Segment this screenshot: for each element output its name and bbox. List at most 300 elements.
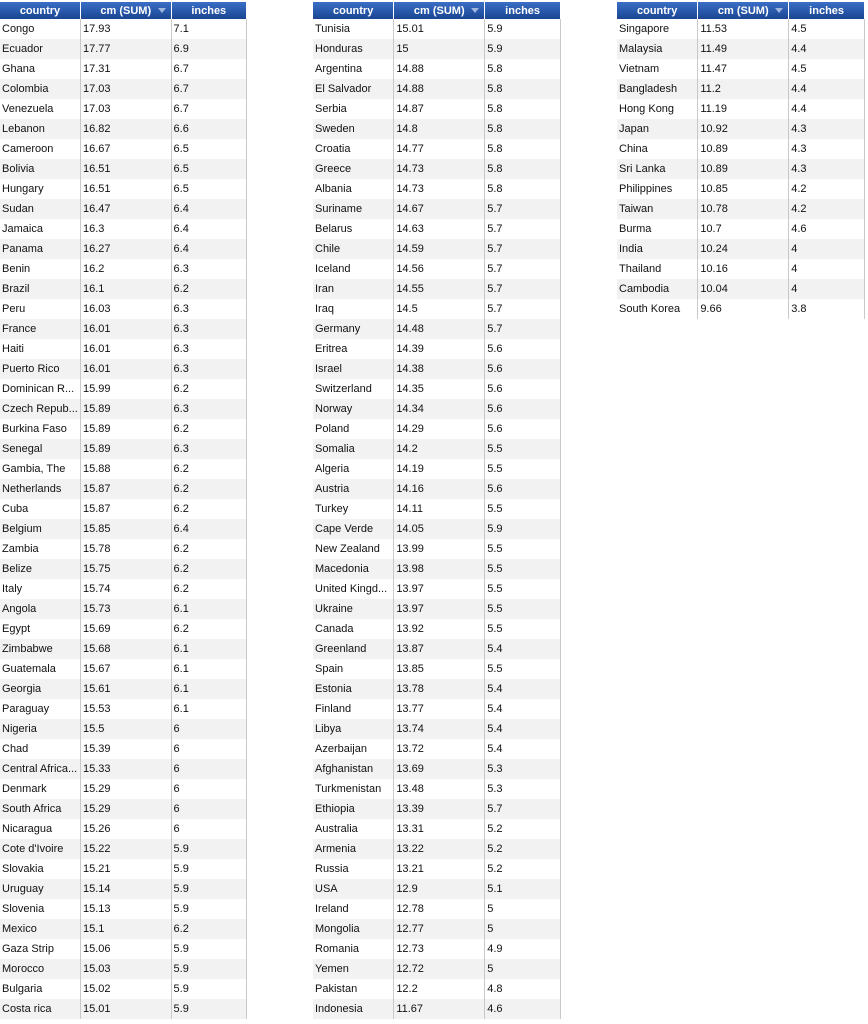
cm-sum-cell: 17.77 [80, 39, 171, 59]
table-row [617, 239, 865, 259]
inches-cell: 3.8 [789, 299, 865, 319]
country-cell: Sudan [0, 199, 80, 219]
inches-cell: 6.2 [171, 419, 246, 439]
table-row [313, 19, 561, 39]
cm-sum-column-header[interactable]: cm (SUM) [80, 2, 171, 19]
inches-cell: 6.3 [171, 359, 246, 379]
country-cell: Brazil [0, 279, 80, 299]
country-cell: Malaysia [617, 39, 698, 59]
country-cell: Italy [0, 579, 80, 599]
country-cell: Denmark [0, 779, 80, 799]
inches-cell: 5.9 [485, 39, 561, 59]
cm-sum-cell: 14.29 [394, 419, 485, 439]
table-row [313, 379, 561, 399]
inches-cell: 6.7 [171, 79, 246, 99]
inches-cell: 5.7 [485, 259, 561, 279]
cm-sum-cell: 16.3 [80, 219, 171, 239]
cm-sum-cell: 13.72 [394, 739, 485, 759]
table-row [313, 479, 561, 499]
table-row [0, 139, 247, 159]
country-cell: Iceland [313, 259, 394, 279]
cm-sum-cell: 11.2 [698, 79, 789, 99]
cm-sum-cell: 12.2 [394, 979, 485, 999]
inches-cell: 6.3 [171, 439, 246, 459]
inches-cell: 4.2 [789, 179, 865, 199]
inches-cell: 6 [171, 799, 246, 819]
country-cell: Greece [313, 159, 394, 179]
country-cell: Gambia, The [0, 459, 80, 479]
country-cell: Congo [0, 19, 80, 39]
inches-cell: 4.3 [789, 139, 865, 159]
country-cell: Burkina Faso [0, 419, 80, 439]
inches-cell: 5.3 [485, 779, 561, 799]
inches-cell: 6.3 [171, 319, 246, 339]
inches-cell: 4 [789, 239, 865, 259]
cm-sum-cell: 17.31 [80, 59, 171, 79]
inches-cell: 5.6 [485, 399, 561, 419]
table-row [313, 819, 561, 839]
cm-sum-cell: 15.89 [80, 439, 171, 459]
cm-sum-cell: 13.97 [394, 599, 485, 619]
country-cell: Belgium [0, 519, 80, 539]
table-row [0, 539, 247, 559]
country-cell: Georgia [0, 679, 80, 699]
table-row [0, 439, 247, 459]
inches-cell: 6.2 [171, 579, 246, 599]
table-row [0, 819, 247, 839]
country-cell: Senegal [0, 439, 80, 459]
country-cell: Dominican R... [0, 379, 80, 399]
table-row [0, 119, 247, 139]
country-cell: Taiwan [617, 199, 698, 219]
table-row [0, 799, 247, 819]
sort-desc-icon[interactable] [158, 8, 166, 13]
country-cell: Ethiopia [313, 799, 394, 819]
cm-sum-cell: 15.87 [80, 479, 171, 499]
table-row [313, 699, 561, 719]
table-row [0, 579, 247, 599]
country-cell: Australia [313, 819, 394, 839]
country-cell: Hong Kong [617, 99, 698, 119]
cm-sum-column-header[interactable]: cm (SUM) [698, 2, 789, 19]
country-cell: Vietnam [617, 59, 698, 79]
table-row [0, 719, 247, 739]
cm-sum-cell: 15.88 [80, 459, 171, 479]
country-cell: South Korea [617, 299, 698, 319]
country-cell: Switzerland [313, 379, 394, 399]
country-cell: Zimbabwe [0, 639, 80, 659]
inches-cell: 5.8 [485, 179, 561, 199]
cm-sum-cell: 15.29 [80, 779, 171, 799]
cm-sum-cell: 10.78 [698, 199, 789, 219]
cm-sum-cell: 16.51 [80, 179, 171, 199]
country-cell: Libya [313, 719, 394, 739]
inches-cell: 6.3 [171, 299, 246, 319]
cm-sum-cell: 10.24 [698, 239, 789, 259]
cm-sum-cell: 13.39 [394, 799, 485, 819]
country-cell: Ecuador [0, 39, 80, 59]
inches-cell: 5 [485, 919, 561, 939]
cm-sum-cell: 13.99 [394, 539, 485, 559]
inches-cell: 5.6 [485, 479, 561, 499]
table-row [313, 559, 561, 579]
table-row [0, 339, 247, 359]
cm-sum-cell: 16.51 [80, 159, 171, 179]
cm-sum-cell: 15.74 [80, 579, 171, 599]
cm-sum-cell: 13.22 [394, 839, 485, 859]
inches-cell: 6.1 [171, 639, 246, 659]
table-row [313, 219, 561, 239]
inches-cell: 5.9 [171, 879, 246, 899]
cm-sum-cell: 11.49 [698, 39, 789, 59]
inches-cell: 6.2 [171, 559, 246, 579]
inches-cell: 6.1 [171, 679, 246, 699]
country-cell: Egypt [0, 619, 80, 639]
table-row [617, 39, 865, 59]
table-row [313, 139, 561, 159]
inches-cell: 5.5 [485, 559, 561, 579]
table-row [0, 179, 247, 199]
country-cell: Azerbaijan [313, 739, 394, 759]
table-row [0, 939, 247, 959]
cm-sum-cell: 14.73 [394, 159, 485, 179]
country-cell: Czech Repub... [0, 399, 80, 419]
table-row [0, 639, 247, 659]
table-row [313, 799, 561, 819]
country-cell: Cape Verde [313, 519, 394, 539]
country-cell: Algeria [313, 459, 394, 479]
inches-cell: 5.5 [485, 599, 561, 619]
cm-sum-cell: 13.21 [394, 859, 485, 879]
table-row [313, 439, 561, 459]
table-row [0, 359, 247, 379]
country-cell: Nigeria [0, 719, 80, 739]
inches-cell: 6.3 [171, 339, 246, 359]
inches-cell: 4.8 [485, 979, 561, 999]
table-row [313, 719, 561, 739]
country-cell: Guatemala [0, 659, 80, 679]
inches-cell: 5.5 [485, 579, 561, 599]
country-cell: United Kingd... [313, 579, 394, 599]
inches-cell: 5.3 [485, 759, 561, 779]
country-cell: Burma [617, 219, 698, 239]
inches-column-header[interactable]: inches [171, 2, 246, 19]
inches-cell: 6.2 [171, 379, 246, 399]
inches-cell: 5.2 [485, 839, 561, 859]
country-cell: Angola [0, 599, 80, 619]
table-row [0, 779, 247, 799]
sort-desc-icon[interactable] [471, 8, 479, 13]
cm-sum-cell: 15.26 [80, 819, 171, 839]
inches-cell: 5.4 [485, 739, 561, 759]
inches-cell: 5.9 [485, 519, 561, 539]
cm-sum-cell: 10.89 [698, 139, 789, 159]
cm-sum-cell: 14.63 [394, 219, 485, 239]
country-cell: Macedonia [313, 559, 394, 579]
table-row [0, 519, 247, 539]
cm-sum-cell: 15.01 [394, 19, 485, 39]
table-row [0, 879, 247, 899]
country-cell: Romania [313, 939, 394, 959]
country-cell: Croatia [313, 139, 394, 159]
table-row [617, 19, 865, 39]
table-row [313, 99, 561, 119]
table-row [0, 19, 247, 39]
table-row [0, 419, 247, 439]
inches-column-header[interactable]: inches [485, 2, 561, 19]
table-row [0, 319, 247, 339]
inches-cell: 6.4 [171, 199, 246, 219]
cm-sum-cell: 15.68 [80, 639, 171, 659]
country-cell: Greenland [313, 639, 394, 659]
cm-sum-cell: 17.03 [80, 79, 171, 99]
country-cell: Paraguay [0, 699, 80, 719]
cm-sum-cell: 11.53 [698, 19, 789, 39]
country-cell: Colombia [0, 79, 80, 99]
inches-cell: 5.1 [485, 879, 561, 899]
table-row [313, 59, 561, 79]
table-row [313, 779, 561, 799]
table-row [313, 939, 561, 959]
inches-cell: 5.9 [171, 959, 246, 979]
inches-cell: 5 [485, 899, 561, 919]
inches-cell: 5.5 [485, 539, 561, 559]
inches-cell: 6.4 [171, 239, 246, 259]
cm-sum-cell: 15.61 [80, 679, 171, 699]
table-row [313, 79, 561, 99]
inches-cell: 5.9 [171, 839, 246, 859]
inches-cell: 6.2 [171, 459, 246, 479]
table-row [313, 999, 561, 1019]
country-cell: Chad [0, 739, 80, 759]
cm-sum-cell: 15.5 [80, 719, 171, 739]
cm-sum-cell: 14.88 [394, 59, 485, 79]
inches-cell: 4.6 [789, 219, 865, 239]
cm-sum-column-header[interactable]: cm (SUM) [394, 2, 485, 19]
cm-sum-cell: 14.77 [394, 139, 485, 159]
cm-sum-cell: 12.77 [394, 919, 485, 939]
inches-cell: 4.4 [789, 39, 865, 59]
inches-cell: 5.4 [485, 719, 561, 739]
country-cell: Mongolia [313, 919, 394, 939]
cm-sum-cell: 13.78 [394, 679, 485, 699]
sort-desc-icon[interactable] [775, 8, 783, 13]
country-column-header[interactable]: country [617, 2, 698, 19]
cm-sum-cell: 16.67 [80, 139, 171, 159]
cm-sum-cell: 13.98 [394, 559, 485, 579]
country-cell: Costa rica [0, 999, 80, 1019]
cm-sum-cell: 13.31 [394, 819, 485, 839]
table-row [0, 619, 247, 639]
table-row [0, 219, 247, 239]
country-cell: Chile [313, 239, 394, 259]
country-cell: Estonia [313, 679, 394, 699]
country-cell: Turkey [313, 499, 394, 519]
inches-cell: 4 [789, 259, 865, 279]
inches-cell: 5.7 [485, 299, 561, 319]
cm-sum-cell: 10.16 [698, 259, 789, 279]
cm-sum-cell: 14.87 [394, 99, 485, 119]
inches-cell: 5.5 [485, 499, 561, 519]
table-row [313, 979, 561, 999]
table-row [0, 259, 247, 279]
inches-cell: 5.5 [485, 659, 561, 679]
cm-sum-cell: 15.14 [80, 879, 171, 899]
cm-sum-cell: 15.02 [80, 979, 171, 999]
inches-cell: 5.9 [171, 939, 246, 959]
cm-sum-cell: 15.89 [80, 419, 171, 439]
country-cell: Argentina [313, 59, 394, 79]
country-cell: Sri Lanka [617, 159, 698, 179]
cm-sum-cell: 16.27 [80, 239, 171, 259]
inches-cell: 5.8 [485, 119, 561, 139]
cm-sum-cell: 12.73 [394, 939, 485, 959]
inches-cell: 6 [171, 759, 246, 779]
inches-column-header[interactable]: inches [789, 2, 865, 19]
country-cell: Afghanistan [313, 759, 394, 779]
inches-cell: 5.8 [485, 79, 561, 99]
table-row [617, 219, 865, 239]
country-cell: Suriname [313, 199, 394, 219]
cm-sum-cell: 13.97 [394, 579, 485, 599]
country-cell: Belize [0, 559, 80, 579]
table-row [313, 39, 561, 59]
cm-sum-cell: 14.35 [394, 379, 485, 399]
table-row [617, 279, 865, 299]
inches-cell: 5.6 [485, 419, 561, 439]
table-row [313, 359, 561, 379]
table-row [313, 239, 561, 259]
country-cell: Finland [313, 699, 394, 719]
table-row [0, 379, 247, 399]
inches-cell: 6.1 [171, 599, 246, 619]
table-row [0, 459, 247, 479]
country-cell: Cambodia [617, 279, 698, 299]
cm-sum-cell: 17.03 [80, 99, 171, 119]
table-row [617, 179, 865, 199]
table-row [313, 159, 561, 179]
cm-sum-cell: 15.06 [80, 939, 171, 959]
country-column-header[interactable]: country [313, 2, 394, 19]
inches-cell: 5.7 [485, 199, 561, 219]
country-cell: Pakistan [313, 979, 394, 999]
table-row [617, 159, 865, 179]
country-cell: Iran [313, 279, 394, 299]
table-row [617, 79, 865, 99]
country-cell: Indonesia [313, 999, 394, 1019]
inches-cell: 6.5 [171, 159, 246, 179]
cm-sum-cell: 15.39 [80, 739, 171, 759]
inches-cell: 6 [171, 719, 246, 739]
inches-cell: 6.1 [171, 659, 246, 679]
country-cell: Morocco [0, 959, 80, 979]
cm-sum-cell: 15.33 [80, 759, 171, 779]
table-row [313, 259, 561, 279]
country-cell: South Africa [0, 799, 80, 819]
cm-sum-cell: 11.67 [394, 999, 485, 1019]
table-row [0, 699, 247, 719]
table-row [0, 739, 247, 759]
table-row [313, 279, 561, 299]
country-cell: Puerto Rico [0, 359, 80, 379]
country-cell: Bangladesh [617, 79, 698, 99]
cm-sum-cell: 10.7 [698, 219, 789, 239]
table-row [0, 559, 247, 579]
table-row [0, 59, 247, 79]
country-cell: Russia [313, 859, 394, 879]
inches-cell: 5.2 [485, 819, 561, 839]
country-cell: Yemen [313, 959, 394, 979]
country-cell: Ukraine [313, 599, 394, 619]
inches-cell: 6.7 [171, 59, 246, 79]
table-row [0, 299, 247, 319]
table-row [313, 199, 561, 219]
table-row [0, 999, 247, 1019]
cm-sum-cell: 10.92 [698, 119, 789, 139]
cm-sum-cell: 16.82 [80, 119, 171, 139]
inches-cell: 6.2 [171, 499, 246, 519]
cm-sum-cell: 14.67 [394, 199, 485, 219]
country-cell: Benin [0, 259, 80, 279]
cm-sum-cell: 14.59 [394, 239, 485, 259]
table-row [313, 659, 561, 679]
cm-sum-cell: 13.92 [394, 619, 485, 639]
inches-cell: 5.4 [485, 639, 561, 659]
cm-sum-cell: 13.85 [394, 659, 485, 679]
country-cell: Slovakia [0, 859, 80, 879]
cm-sum-cell: 12.78 [394, 899, 485, 919]
inches-cell: 4.3 [789, 159, 865, 179]
table-row [313, 619, 561, 639]
country-cell: Zambia [0, 539, 80, 559]
inches-cell: 5.7 [485, 279, 561, 299]
country-cell: Spain [313, 659, 394, 679]
cm-sum-cell: 15.69 [80, 619, 171, 639]
inches-cell: 6 [171, 739, 246, 759]
table-row [0, 759, 247, 779]
cm-sum-cell: 15.03 [80, 959, 171, 979]
inches-cell: 6.2 [171, 279, 246, 299]
table-row [0, 199, 247, 219]
cm-sum-cell: 14.8 [394, 119, 485, 139]
table-row [0, 479, 247, 499]
table-row [0, 399, 247, 419]
cm-sum-cell: 15.53 [80, 699, 171, 719]
inches-cell: 5.7 [485, 239, 561, 259]
country-cell: Eritrea [313, 339, 394, 359]
table-row [313, 539, 561, 559]
cm-sum-cell: 15.89 [80, 399, 171, 419]
country-cell: Haiti [0, 339, 80, 359]
inches-cell: 5.6 [485, 359, 561, 379]
cm-sum-cell: 11.19 [698, 99, 789, 119]
table-row [313, 679, 561, 699]
cm-sum-cell: 15.1 [80, 919, 171, 939]
cm-sum-cell: 13.69 [394, 759, 485, 779]
table-row [313, 599, 561, 619]
table-row [0, 979, 247, 999]
country-cell: Germany [313, 319, 394, 339]
country-column-header[interactable]: country [0, 2, 80, 19]
data-table-2 [313, 2, 561, 1019]
country-cell: Peru [0, 299, 80, 319]
inches-cell: 6.3 [171, 259, 246, 279]
cm-sum-cell: 10.04 [698, 279, 789, 299]
cm-sum-cell: 14.05 [394, 519, 485, 539]
country-cell: Singapore [617, 19, 698, 39]
table-row [313, 639, 561, 659]
table-row [313, 399, 561, 419]
